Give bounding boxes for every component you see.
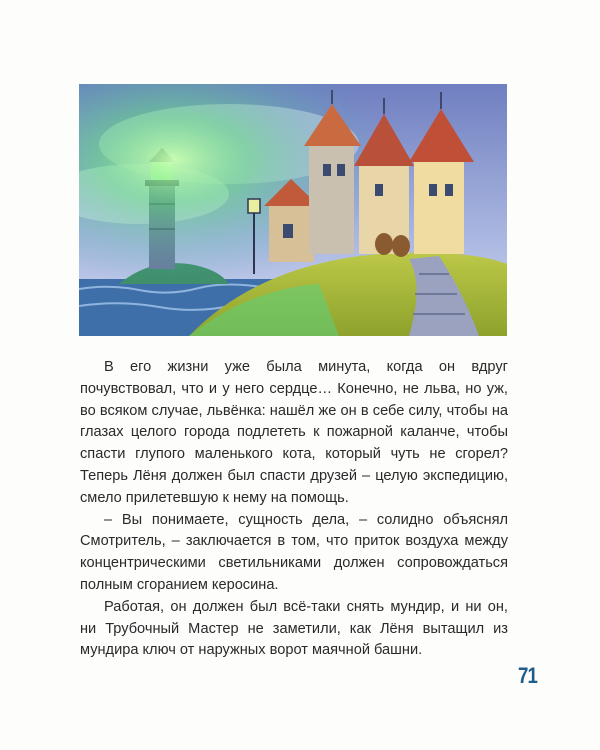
illustration-svg bbox=[79, 84, 507, 336]
paragraph: Работая, он должен был всё-таки снять мундир, и ни он, ни Трубочный Мастер не заметили, как Лёня вытащил из мундира ключ от наружных ворот маячной башни. bbox=[80, 598, 508, 659]
paragraph: – Вы понимаете, сущность дела, – солидно объяснял Смотритель, – заключается в том, что приток воздуха между концентрическими светильниками должен сопровождаться полным сгоранием керосина. bbox=[80, 511, 508, 593]
page-number: 71 bbox=[518, 663, 538, 688]
story-text bbox=[80, 357, 508, 662]
paragraph: В его жизни уже была минута, когда он вдруг почувствовал, что и у него сердце… Конечно, не льва, но уж, во всяком случае, львёнка: нашёл же он в себе силу, чтобы на глазах целого города подлететь к пожарной каланче, чтобы спасти глупого маленького кота, который чуть не сгорел? Теперь Лёня должен был спасти друзей – целую экспедицию, смело прилетевшую к нему на помощь. bbox=[80, 359, 508, 506]
lighthouse-town-illustration bbox=[79, 84, 507, 336]
